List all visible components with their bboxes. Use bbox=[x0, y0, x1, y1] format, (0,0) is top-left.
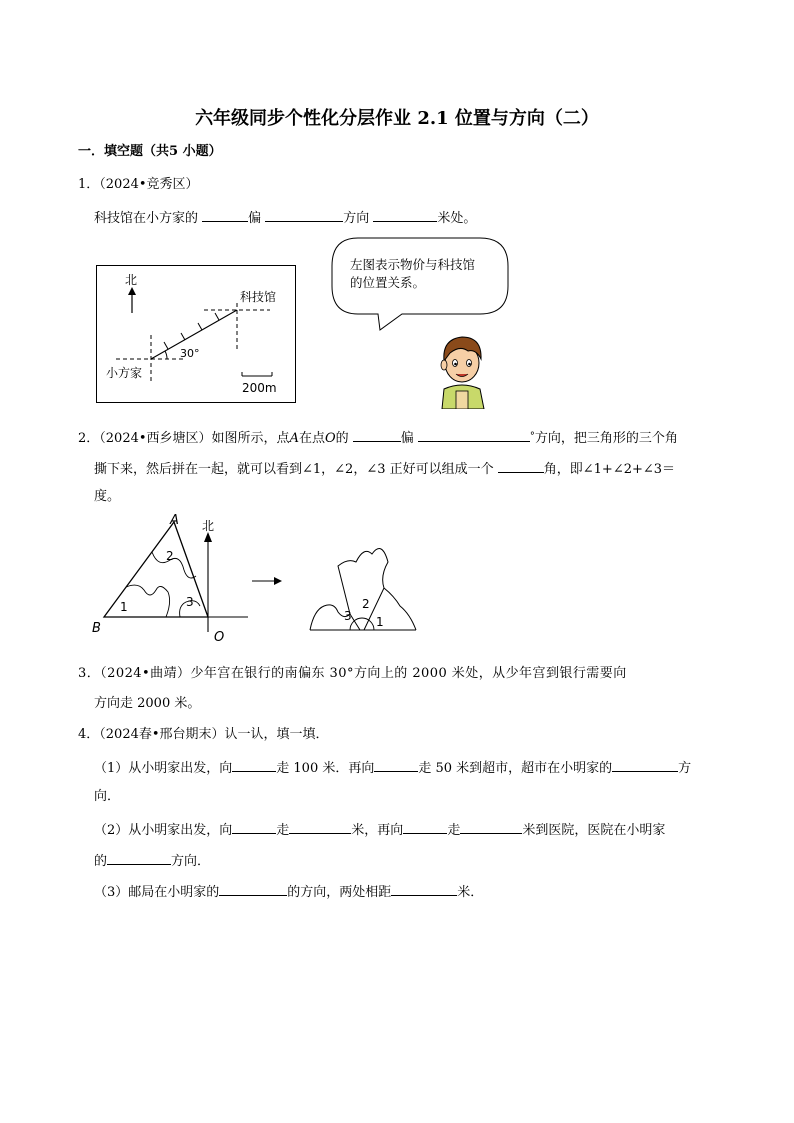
q1-text bbox=[94, 208, 476, 227]
q4-part-2-cont bbox=[94, 851, 210, 870]
q4-source: （2024春•邢台期末） bbox=[99, 727, 225, 742]
q1-number: 1． bbox=[78, 177, 100, 192]
point-a-label: A bbox=[170, 513, 179, 528]
q2-source: （2024•西乡塘区） bbox=[99, 431, 212, 446]
bubble-text bbox=[350, 256, 475, 292]
page-title: 六年级同步个性化分层作业 2.1 位置与方向（二） bbox=[195, 108, 599, 129]
q3-line-1 bbox=[78, 666, 627, 682]
q4-p2-text-4: 走 bbox=[447, 823, 461, 838]
q1-blank-1[interactable] bbox=[202, 208, 248, 222]
bubble-line-2: 的位置关系。 bbox=[350, 275, 426, 290]
q2-point-o: O bbox=[324, 431, 336, 446]
q2-text-8: 度。 bbox=[94, 489, 121, 504]
q4-p2-blank-1[interactable] bbox=[232, 820, 276, 834]
q1-text-4: 米处。 bbox=[437, 211, 477, 226]
q4-p2-blank-4[interactable] bbox=[460, 820, 522, 834]
q4-p2-text-3: 米，再向 bbox=[351, 823, 404, 838]
north-label: 北 bbox=[125, 273, 138, 287]
q3-text-2: 方向走 2000 米。 bbox=[94, 696, 201, 711]
q4-line-1 bbox=[78, 727, 329, 743]
piece-1-label: 1 bbox=[376, 615, 384, 629]
q2-text-1: 如图所示，点 bbox=[211, 431, 290, 446]
bubble-line-1: 左图表示物价与科技馆 bbox=[350, 257, 476, 272]
q4-part-1 bbox=[94, 758, 691, 777]
scale-label: 200m bbox=[242, 381, 277, 395]
q2-triangle-figure bbox=[88, 510, 433, 645]
q4-p2-text-2: 走 bbox=[276, 823, 290, 838]
q3-line-2 bbox=[94, 696, 200, 712]
point-b-label: B bbox=[92, 621, 101, 636]
q2-line-1 bbox=[78, 428, 678, 447]
q2-line-3 bbox=[94, 489, 120, 505]
q4-part-2 bbox=[94, 820, 665, 839]
angle-3-label: 3 bbox=[186, 595, 194, 609]
q4-p1-blank-2[interactable] bbox=[374, 758, 418, 772]
angle-2-label: 2 bbox=[166, 549, 174, 563]
q4-p3-blank-2[interactable] bbox=[391, 882, 457, 896]
q2-degree-sign: ° bbox=[529, 431, 535, 442]
q1-source: （2024•竞秀区） bbox=[99, 177, 199, 192]
angle-1-label: 1 bbox=[120, 600, 128, 614]
angle-label: 30° bbox=[180, 347, 200, 360]
q4-p2-text-1: （2）从小明家出发，向 bbox=[94, 823, 233, 838]
q2-number: 2． bbox=[78, 431, 100, 446]
q2-text-3: 的 bbox=[335, 431, 353, 446]
boy-illustration bbox=[432, 333, 492, 409]
section-heading: 一．填空题（共5 小题） bbox=[78, 144, 222, 159]
q1-map-diagram bbox=[96, 265, 298, 405]
q2-blank-3[interactable] bbox=[498, 459, 544, 473]
q3-number: 3． bbox=[78, 666, 101, 681]
piece-3-label: 3 bbox=[344, 609, 352, 623]
q4-p3-text-3: 米． bbox=[457, 885, 484, 900]
q4-p1-blank-3[interactable] bbox=[612, 758, 678, 772]
q2-line-2 bbox=[94, 459, 675, 478]
q4-intro: 认一认，填一填． bbox=[224, 727, 329, 742]
q1-text-2: 偏 bbox=[248, 211, 266, 226]
museum-label: 科技馆 bbox=[240, 290, 277, 304]
q4-part-1-cont bbox=[94, 789, 120, 805]
q4-p3-text-1: （3）邮局在小明家的 bbox=[94, 885, 220, 900]
q4-p3-blank-1[interactable] bbox=[219, 882, 287, 896]
q1-text-1: 科技馆在小方家的 bbox=[94, 211, 203, 226]
q4-part-3 bbox=[94, 882, 483, 901]
q1-header bbox=[78, 177, 199, 193]
q2-text-7: 角，即∠1+∠2+∠3＝ bbox=[543, 462, 676, 477]
q4-p2-blank-3[interactable] bbox=[403, 820, 447, 834]
q4-p2-blank-5[interactable] bbox=[107, 851, 171, 865]
q1-text-3: 方向 bbox=[343, 211, 374, 226]
q2-blank-1[interactable] bbox=[353, 428, 401, 442]
q2-blank-2[interactable] bbox=[418, 428, 530, 442]
q1-blank-2[interactable] bbox=[265, 208, 343, 222]
home-label: 小方家 bbox=[106, 366, 143, 380]
q4-p2-text-5: 米到医院，医院在小明家 bbox=[522, 823, 666, 838]
q3-text-1: （2024•曲靖）少年宫在银行的南偏东 30°方向上的 2000 米处，从少年宫到银行需要向 bbox=[100, 666, 627, 681]
q4-p1-text-5: 向． bbox=[94, 789, 121, 804]
q4-p1-blank-1[interactable] bbox=[232, 758, 276, 772]
q4-p2-text-7: 方向． bbox=[171, 854, 211, 869]
q4-p2-blank-2[interactable] bbox=[289, 820, 351, 834]
q2-text-4: 偏 bbox=[400, 431, 418, 446]
point-o-label: O bbox=[214, 630, 225, 645]
q4-number: 4． bbox=[78, 727, 100, 742]
q2-text-6: 撕下来，然后拼在一起，就可以看到∠1，∠2，∠3 正好可以组成一个 bbox=[94, 462, 498, 477]
q4-p1-text-4: 方 bbox=[678, 761, 692, 776]
q4-p2-text-6: 的 bbox=[94, 854, 108, 869]
q4-p3-text-2: 的方向，两处相距 bbox=[287, 885, 392, 900]
q2-north-label: 北 bbox=[202, 519, 215, 533]
q4-p1-text-3: 走 50 米到超市，超市在小明家的 bbox=[418, 761, 613, 776]
piece-2-label: 2 bbox=[362, 597, 370, 611]
q2-text-2: 在点 bbox=[298, 431, 325, 446]
q1-blank-3[interactable] bbox=[373, 208, 437, 222]
q4-p1-text-1: （1）从小明家出发，向 bbox=[94, 761, 233, 776]
q2-text-5: 方向，把三角形的三个角 bbox=[534, 431, 678, 446]
q4-p1-text-2: 走 100 米．再向 bbox=[276, 761, 375, 776]
q2-point-a: A bbox=[289, 431, 299, 446]
